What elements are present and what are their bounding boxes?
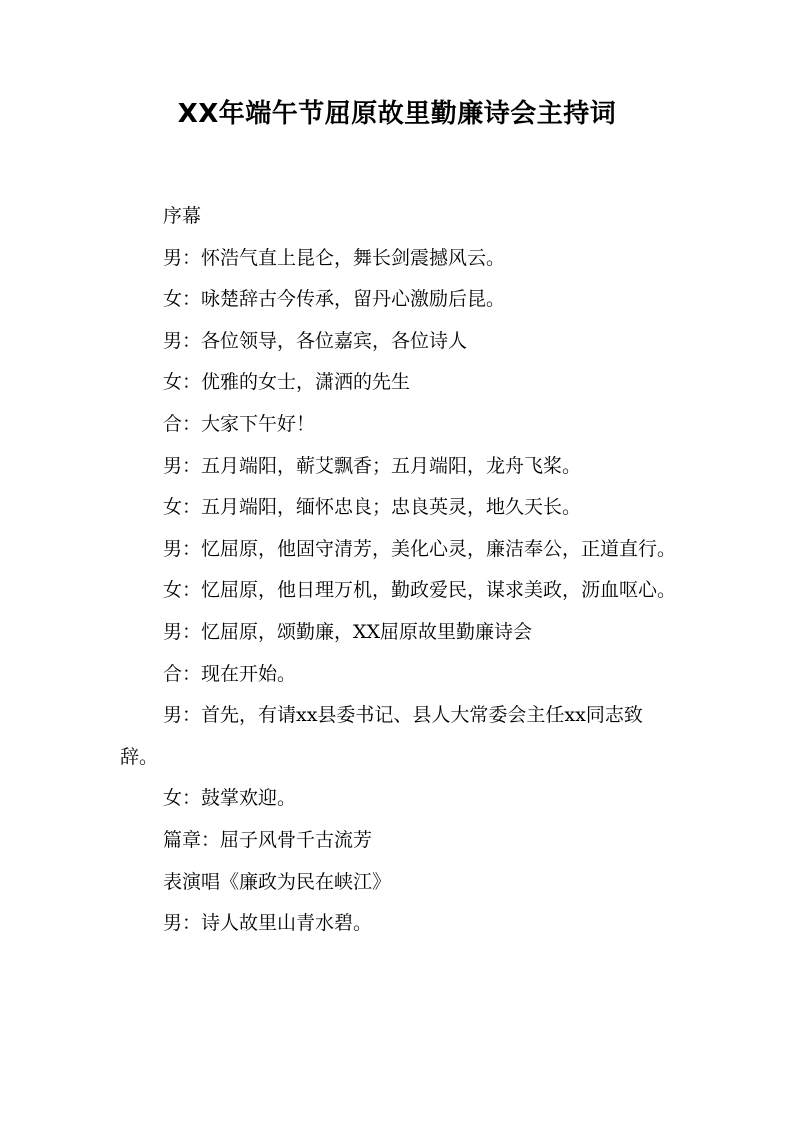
paragraph-performance: 表演唱《廉政为民在峡江》 xyxy=(163,870,392,893)
paragraph: 女：五月端阳，缅怀忠良；忠良英灵，地久天长。 xyxy=(163,496,582,519)
paragraph-section-heading: 篇章：屈子风骨千古流芳 xyxy=(163,828,373,851)
paragraph: 男：诗人故里山青水碧。 xyxy=(163,912,373,935)
paragraph: 女：咏楚辞古今传承，留丹心激励后昆。 xyxy=(163,288,506,311)
paragraph: 合：大家下午好！ xyxy=(163,412,316,435)
paragraph: 男：忆屈原，颂勤廉，XX屈原故里勤廉诗会 xyxy=(163,620,533,643)
paragraph: 女：忆屈原，他日理万机，勤政爱民，谋求美政，沥血呕心。 xyxy=(163,579,677,602)
paragraph: 男：怀浩气直上昆仑，舞长剑震撼风云。 xyxy=(163,246,506,269)
paragraph: 男：忆屈原，他固守清芳，美化心灵，廉洁奉公，正道直行。 xyxy=(163,537,677,560)
paragraph-prologue-heading: 序幕 xyxy=(163,205,202,227)
paragraph: 男：首先，有请xx县委书记、县人大常委会主任xx同志致辞。 xyxy=(120,704,643,768)
paragraph: 男：各位领导，各位嘉宾，各位诗人 xyxy=(163,329,468,352)
paragraph: 男：五月端阳，蕲艾飘香；五月端阳，龙舟飞桨。 xyxy=(163,454,582,477)
paragraph: 合：现在开始。 xyxy=(163,662,297,685)
paragraph: 女：鼓掌欢迎。 xyxy=(163,787,297,810)
document-body xyxy=(120,196,680,945)
paragraph: 女：优雅的女士，潇洒的先生 xyxy=(163,371,411,394)
document-title: XX年端午节屈原故里勤廉诗会主持词 xyxy=(177,99,617,129)
